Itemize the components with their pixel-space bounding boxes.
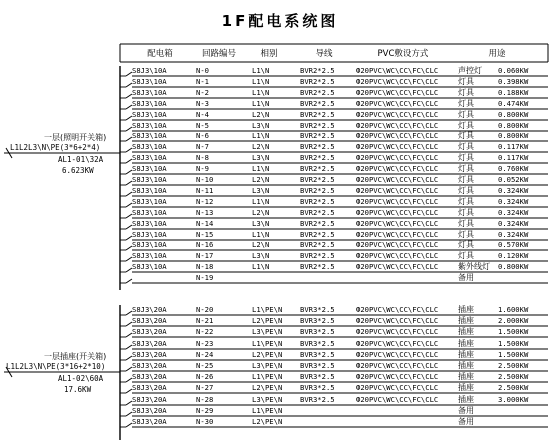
header-circuit: 回路编号 [201, 49, 236, 59]
cell-wire: BVR2*2.5 [300, 251, 335, 261]
cell-wire: BVR2*2.5 [300, 131, 335, 141]
cell-breaker: S8J3\10A [132, 229, 167, 239]
cell-phase: L3\N [252, 153, 270, 163]
cell-power: 0.188KW [498, 87, 529, 97]
cell-breaker: S8J3\20A [132, 327, 167, 337]
cell-power: 0.117KW [498, 153, 529, 163]
cell-circuit: N-16 [196, 240, 214, 250]
cell-power: 0.324KW [498, 196, 529, 206]
cell-pipe: Ф20PVC\WC\CC\FC\CLC [356, 240, 439, 250]
cell-circuit: N-30 [196, 417, 214, 426]
cell-circuit: N-20 [196, 305, 214, 314]
cell-wire: BVR3*2.5 [300, 338, 335, 348]
cell-circuit: N-21 [196, 316, 214, 326]
cell-wire: BVR2*2.5 [300, 262, 335, 272]
cell-breaker: S8J3\10A [132, 175, 167, 184]
cell-circuit: N-28 [196, 394, 214, 404]
cell-use: 灯具 [458, 218, 474, 228]
header-phase: 相别 [260, 49, 278, 59]
cell-circuit: N-5 [196, 120, 209, 130]
cell-breaker: S8J3\10A [132, 142, 167, 152]
cell-circuit: N-27 [196, 383, 214, 393]
cell-pipe: Ф20PVC\WC\CC\FC\CLC [356, 361, 439, 370]
cell-power: 0.052KW [498, 175, 529, 184]
cell-wire: BVR3*2.5 [300, 327, 335, 337]
cell-phase: L3\PE\N [252, 394, 283, 404]
cell-use: 灯具 [458, 251, 474, 261]
cell-circuit: N-15 [196, 229, 214, 239]
circuit-row [0, 326, 560, 338]
cell-pipe: Ф20PVC\WC\CC\FC\CLC [356, 87, 439, 97]
cell-circuit: N-12 [196, 196, 214, 206]
cell-use: 灯具 [458, 196, 474, 206]
cell-use: 灯具 [458, 207, 474, 217]
cell-phase: L1\N [252, 262, 270, 272]
cell-breaker: S8J3\10A [132, 207, 167, 217]
panel2-name: 一层插座(开关箱) [44, 352, 107, 361]
cell-phase: L3\PE\N [252, 361, 283, 370]
cell-circuit: N-29 [196, 405, 214, 415]
cell-use: 灯具 [458, 76, 474, 86]
cell-pipe: Ф20PVC\WC\CC\FC\CLC [356, 120, 439, 130]
header-use: 用途 [488, 49, 506, 59]
cell-pipe: Ф20PVC\WC\CC\FC\CLC [356, 164, 439, 174]
cell-use: 备用 [458, 405, 474, 415]
cell-pipe: Ф20PVC\WC\CC\FC\CLC [356, 76, 439, 86]
cell-power: 2.500KW [498, 361, 529, 370]
cell-phase: L2\PE\N [252, 417, 283, 426]
cell-power: 0.324KW [498, 218, 529, 228]
cell-circuit: N-7 [196, 142, 209, 152]
cell-power: 0.324KW [498, 185, 529, 195]
circuit-row [0, 371, 560, 383]
cell-pipe: Ф20PVC\WC\CC\FC\CLC [356, 98, 439, 108]
cell-circuit: N-24 [196, 349, 214, 359]
cell-circuit: N-1 [196, 76, 209, 86]
cell-phase: L1\N [252, 196, 270, 206]
cell-power: 3.000KW [498, 394, 529, 404]
circuit-row [0, 349, 560, 361]
cell-phase: L1\PE\N [252, 405, 283, 415]
cell-circuit: N-26 [196, 372, 214, 382]
cell-phase: L2\N [252, 240, 270, 250]
cell-circuit: N-2 [196, 87, 209, 97]
cell-power: 1.600KW [498, 305, 529, 314]
cell-pipe: Ф20PVC\WC\CC\FC\CLC [356, 218, 439, 228]
cell-phase: L1\N [252, 98, 270, 108]
cell-breaker: S8J3\10A [132, 109, 167, 119]
cell-phase: L1\PE\N [252, 305, 283, 314]
cell-phase: L2\N [252, 175, 270, 184]
cell-breaker: S8J3\10A [132, 251, 167, 261]
cell-power: 1.500KW [498, 349, 529, 359]
cell-pipe: Ф20PVC\WC\CC\FC\CLC [356, 394, 439, 404]
cell-wire: BVR2*2.5 [300, 164, 335, 174]
cell-pipe: Ф20PVC\WC\CC\FC\CLC [356, 338, 439, 348]
cell-phase: L1\PE\N [252, 372, 283, 382]
cell-phase: L2\PE\N [252, 316, 283, 326]
cell-breaker: S8J3\20A [132, 338, 167, 348]
cell-circuit: N-17 [196, 251, 214, 261]
circuit-row [0, 394, 560, 406]
cell-pipe: Ф20PVC\WC\CC\FC\CLC [356, 153, 439, 163]
branch-line [0, 272, 560, 286]
cell-power: 0.398KW [498, 76, 529, 86]
cell-wire: BVR2*2.5 [300, 142, 335, 152]
cell-use: 插座 [458, 383, 474, 393]
panel1-name: 一层(照明开关箱) [44, 133, 107, 142]
cell-breaker: S8J3\10A [132, 185, 167, 195]
cell-use: 插座 [458, 316, 474, 326]
cell-power: 0.570KW [498, 240, 529, 250]
cell-power: 0.324KW [498, 207, 529, 217]
cell-phase: L2\N [252, 142, 270, 152]
cell-use: 插座 [458, 338, 474, 348]
cell-circuit: N-10 [196, 175, 214, 184]
cell-wire: BVR2*2.5 [300, 87, 335, 97]
cell-pipe: Ф20PVC\WC\CC\FC\CLC [356, 349, 439, 359]
panel2-breaker: AL1-02\60A [58, 374, 104, 383]
cell-breaker: S8J3\20A [132, 316, 167, 326]
cell-phase: L1\N [252, 229, 270, 239]
cell-wire: BVR2*2.5 [300, 229, 335, 239]
circuit-row [0, 338, 560, 350]
cell-circuit: N-23 [196, 338, 214, 348]
cell-breaker: S8J3\20A [132, 383, 167, 393]
cell-phase: L1\N [252, 131, 270, 141]
cell-breaker: S8J3\10A [132, 87, 167, 97]
cell-power: 0.324KW [498, 229, 529, 239]
cell-pipe: Ф20PVC\WC\CC\FC\CLC [356, 229, 439, 239]
cell-breaker: S8J3\20A [132, 305, 167, 314]
cell-power: 1.500KW [498, 338, 529, 348]
header-panel: 配电箱 [147, 49, 173, 59]
cell-breaker: S8J3\20A [132, 417, 167, 426]
circuit-row [0, 272, 560, 284]
cell-use: 灯具 [458, 229, 474, 239]
circuit-row [0, 360, 560, 372]
panel2-feeder: L1L2L3\N\PE(3*16+2*10) [6, 362, 106, 371]
cell-power: 0.060KW [498, 66, 529, 75]
cell-wire: BVR2*2.5 [300, 218, 335, 228]
cell-wire: BVR2*2.5 [300, 66, 335, 75]
cell-wire: BVR2*2.5 [300, 207, 335, 217]
cell-breaker: S8J3\10A [132, 98, 167, 108]
cell-wire: BVR3*2.5 [300, 383, 335, 393]
cell-breaker: S8J3\10A [132, 164, 167, 174]
cell-breaker: S8J3\10A [132, 131, 167, 141]
cell-pipe: Ф20PVC\WC\CC\FC\CLC [356, 142, 439, 152]
cell-pipe: Ф20PVC\WC\CC\FC\CLC [356, 185, 439, 195]
cell-use: 声控灯 [458, 66, 482, 75]
cell-phase: L1\N [252, 76, 270, 86]
cell-breaker: S8J3\10A [132, 196, 167, 206]
cell-wire: BVR3*2.5 [300, 361, 335, 370]
cell-power: 0.120KW [498, 251, 529, 261]
cell-breaker: S8J3\20A [132, 405, 167, 415]
cell-pipe: Ф20PVC\WC\CC\FC\CLC [356, 251, 439, 261]
cell-wire: BVR3*2.5 [300, 394, 335, 404]
cell-pipe: Ф20PVC\WC\CC\FC\CLC [356, 372, 439, 382]
header-pipe: PVC敷设方式 [377, 49, 429, 59]
cell-power: 1.500KW [498, 327, 529, 337]
cell-breaker: S8J3\20A [132, 349, 167, 359]
cell-use: 灯具 [458, 175, 474, 184]
cell-use: 灯具 [458, 120, 474, 130]
cell-use: 插座 [458, 327, 474, 337]
cell-use: 灯具 [458, 142, 474, 152]
cell-phase: L1\PE\N [252, 338, 283, 348]
cell-circuit: N-4 [196, 109, 209, 119]
cell-circuit: N-18 [196, 262, 214, 272]
cell-breaker: S8J3\10A [132, 240, 167, 250]
cell-power: 2.500KW [498, 383, 529, 393]
cell-use: 插座 [458, 394, 474, 404]
cell-pipe: Ф20PVC\WC\CC\FC\CLC [356, 175, 439, 184]
cell-breaker: S8J3\20A [132, 372, 167, 382]
cell-wire: BVR2*2.5 [300, 98, 335, 108]
cell-use: 灯具 [458, 185, 474, 195]
cell-use: 插座 [458, 305, 474, 314]
cell-breaker: S8J3\10A [132, 262, 167, 272]
cell-circuit: N-8 [196, 153, 209, 163]
cell-use: 灯具 [458, 87, 474, 97]
cell-breaker: S8J3\10A [132, 120, 167, 130]
cell-use: 插座 [458, 349, 474, 359]
cell-circuit: N-25 [196, 361, 214, 370]
cell-phase: L3\N [252, 185, 270, 195]
cell-phase: L3\N [252, 120, 270, 130]
cell-wire: BVR2*2.5 [300, 76, 335, 86]
panel1-breaker: AL1-01\32A [58, 155, 104, 164]
cell-circuit: N-11 [196, 185, 214, 195]
cell-use: 灯具 [458, 131, 474, 141]
cell-use: 灯具 [458, 164, 474, 174]
cell-wire: BVR2*2.5 [300, 175, 335, 184]
cell-use: 灯具 [458, 98, 474, 108]
circuit-row [0, 405, 560, 417]
cell-power: 0.800KW [498, 120, 529, 130]
diagram-title: 1F配电系统图 [221, 12, 339, 30]
cell-wire: BVR3*2.5 [300, 349, 335, 359]
cell-use: 插座 [458, 372, 474, 382]
cell-wire: BVR2*2.5 [300, 153, 335, 163]
panel2-load: 17.6KW [64, 385, 92, 394]
cell-circuit: N-14 [196, 218, 214, 228]
cell-use: 灯具 [458, 109, 474, 119]
cell-phase: L1\N [252, 87, 270, 97]
cell-circuit: N-6 [196, 131, 209, 141]
cell-wire: BVR2*2.5 [300, 120, 335, 130]
cell-pipe: Ф20PVC\WC\CC\FC\CLC [356, 305, 439, 314]
cell-circuit: N-19 [196, 273, 214, 283]
cell-pipe: Ф20PVC\WC\CC\FC\CLC [356, 316, 439, 326]
cell-pipe: Ф20PVC\WC\CC\FC\CLC [356, 207, 439, 217]
cell-pipe: Ф20PVC\WC\CC\FC\CLC [356, 66, 439, 75]
cell-breaker: S8J3\10A [132, 76, 167, 86]
cell-phase: L2\PE\N [252, 349, 283, 359]
cell-circuit: N-0 [196, 66, 209, 75]
cell-pipe: Ф20PVC\WC\CC\FC\CLC [356, 262, 439, 272]
circuit-row [0, 315, 560, 327]
cell-phase: L1\N [252, 66, 270, 75]
cell-power: 0.800KW [498, 262, 529, 272]
cell-phase: L2\PE\N [252, 383, 283, 393]
cell-breaker: S8J3\10A [132, 66, 167, 75]
cell-use: 紫外线灯 [458, 262, 490, 272]
cell-power: 0.474KW [498, 98, 529, 108]
cell-phase: L2\N [252, 109, 270, 119]
cell-circuit: N-13 [196, 207, 214, 217]
circuit-row [0, 382, 560, 394]
cell-power: 0.800KW [498, 109, 529, 119]
cell-breaker: S8J3\20A [132, 361, 167, 370]
cell-phase: L2\N [252, 207, 270, 217]
cell-wire: BVR2*2.5 [300, 185, 335, 195]
cell-phase: L3\PE\N [252, 327, 283, 337]
cell-power: 2.000KW [498, 316, 529, 326]
circuit-row [0, 416, 560, 428]
cell-power: 2.500KW [498, 372, 529, 382]
cell-circuit: N-9 [196, 164, 209, 174]
cell-wire: BVR3*2.5 [300, 372, 335, 382]
circuit-row [0, 304, 560, 316]
cell-circuit: N-3 [196, 98, 209, 108]
cell-wire: BVR2*2.5 [300, 109, 335, 119]
cell-use: 灯具 [458, 240, 474, 250]
cell-power: 0.117KW [498, 142, 529, 152]
cell-wire: BVR2*2.5 [300, 240, 335, 250]
cell-breaker: S8J3\10A [132, 218, 167, 228]
cell-pipe: Ф20PVC\WC\CC\FC\CLC [356, 131, 439, 141]
cell-power: 0.760KW [498, 164, 529, 174]
panel1-load: 6.623KW [62, 166, 94, 175]
cell-phase: L3\N [252, 251, 270, 261]
cell-phase: L3\N [252, 218, 270, 228]
header-wire: 导线 [315, 49, 333, 59]
cell-breaker: S8J3\10A [132, 153, 167, 163]
panel1-feeder: L1L2L3\N\PE(3*6+2*4) [10, 143, 101, 152]
cell-use: 备用 [458, 273, 474, 283]
cell-pipe: Ф20PVC\WC\CC\FC\CLC [356, 327, 439, 337]
cell-wire: BVR2*2.5 [300, 196, 335, 206]
cell-pipe: Ф20PVC\WC\CC\FC\CLC [356, 196, 439, 206]
cell-circuit: N-22 [196, 327, 214, 337]
cell-use: 插座 [458, 361, 474, 370]
cell-wire: BVR3*2.5 [300, 305, 335, 314]
cell-wire: BVR3*2.5 [300, 316, 335, 326]
cell-pipe: Ф20PVC\WC\CC\FC\CLC [356, 383, 439, 393]
cell-power: 0.800KW [498, 131, 529, 141]
cell-pipe: Ф20PVC\WC\CC\FC\CLC [356, 109, 439, 119]
cell-use: 灯具 [458, 153, 474, 163]
cell-use: 备用 [458, 417, 474, 426]
cell-phase: L1\N [252, 164, 270, 174]
cell-breaker: S8J3\20A [132, 394, 167, 404]
